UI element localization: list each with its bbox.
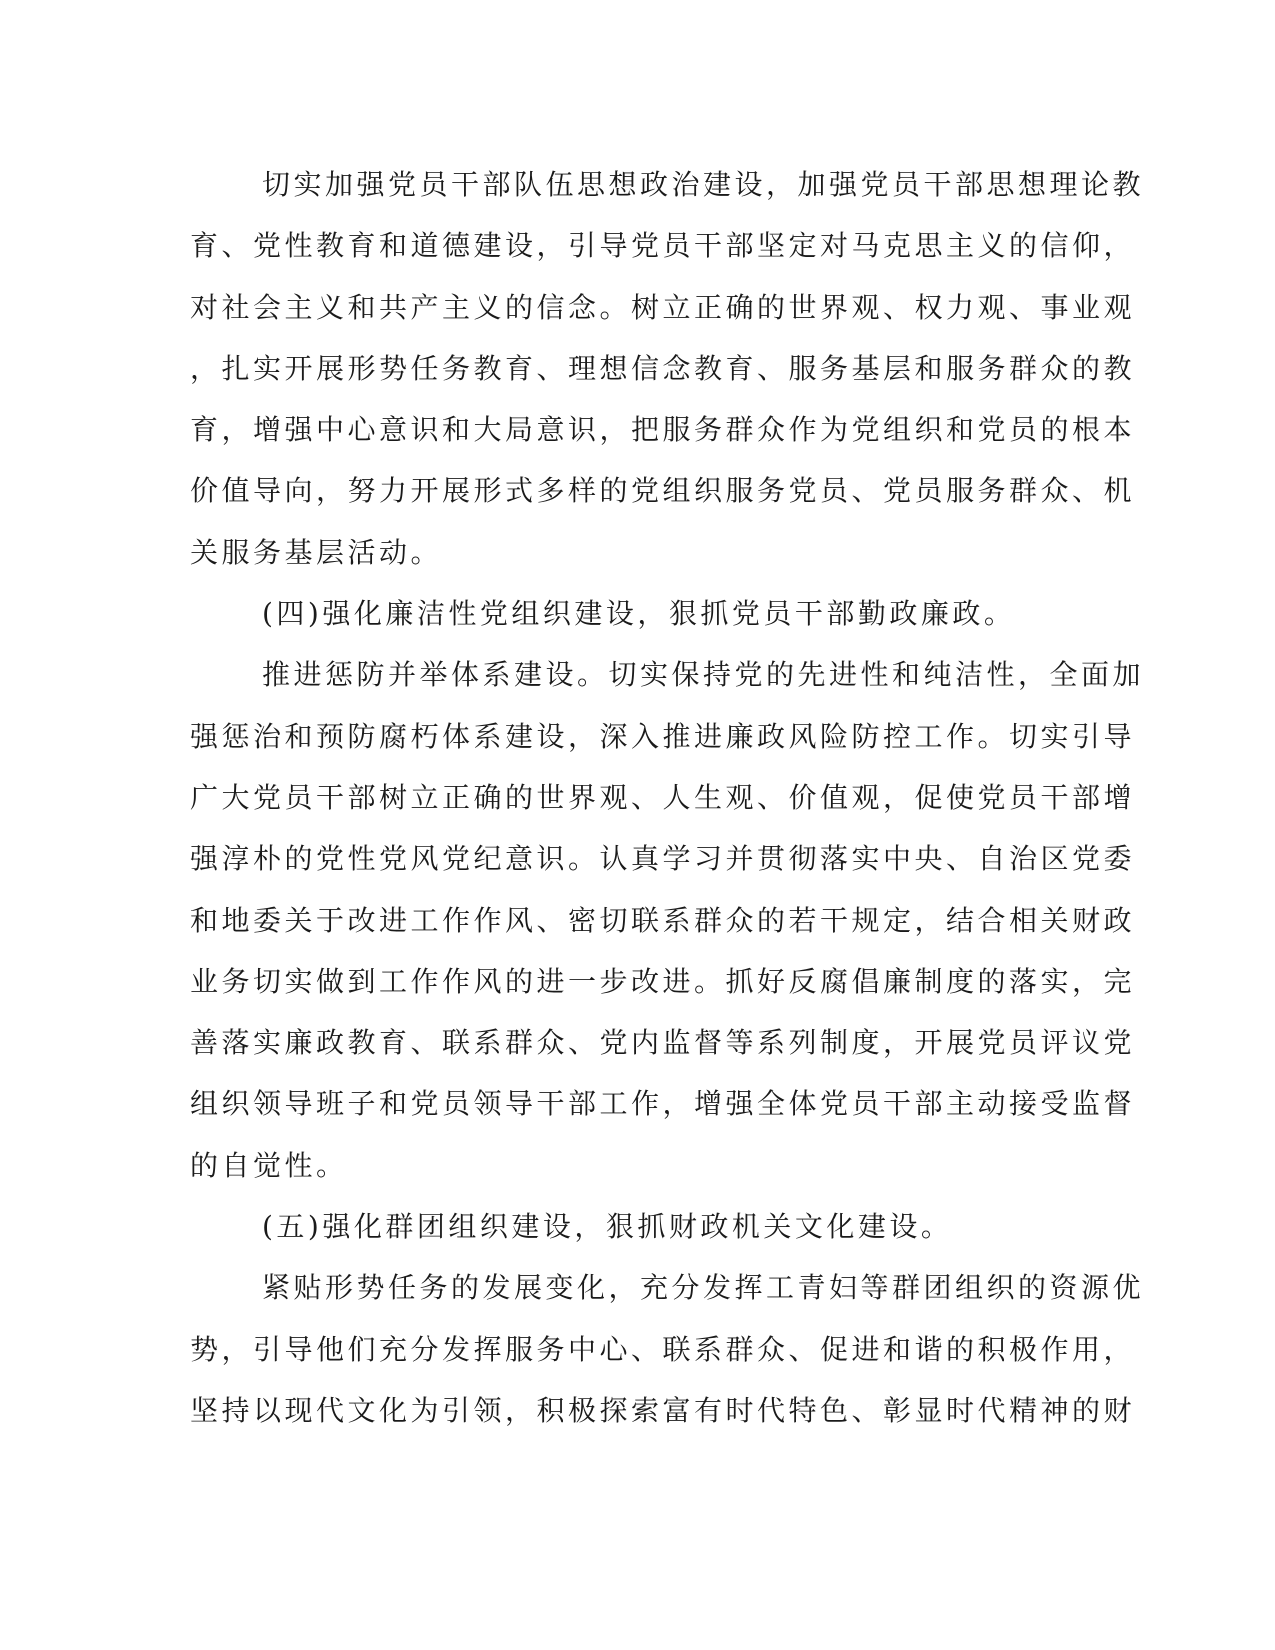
- paragraph-line: 价值导向，努力开展形式多样的党组织服务党员、党员服务群众、机: [190, 474, 1136, 508]
- paragraph-line: 关服务基层活动。: [190, 535, 443, 569]
- body-text: [190, 163, 1145, 1450]
- paragraph-line: 推进惩防并举体系建设。切实保持党的先进性和纯洁性，全面加: [262, 658, 1145, 692]
- paragraph-line: 业务切实做到工作作风的进一步改进。抓好反腐倡廉制度的落实，完: [190, 964, 1136, 998]
- paragraph-line: 切实加强党员干部队伍思想政治建设，加强党员干部思想理论教: [262, 168, 1145, 201]
- paragraph-line: 强淳朴的党性党风党纪意识。认真学习并贯彻落实中央、自治区党委: [190, 842, 1136, 876]
- paragraph-line: 强惩治和预防腐朽体系建设，深入推进廉政风险防控工作。切实引导: [190, 719, 1136, 753]
- paragraph-line: 坚持以现代文化为引领，积极探索富有时代特色、彰显时代精神的财: [190, 1393, 1136, 1427]
- paragraph-line: 广大党员干部树立正确的世界观、人生观、价值观，促使党员干部增: [190, 780, 1136, 814]
- paragraph-line: 育，增强中心意识和大局意识，把服务群众作为党组织和党员的根本: [190, 413, 1136, 447]
- paragraph-line: 对社会主义和共产主义的信念。树立正确的世界观、权力观、事业观: [190, 290, 1136, 324]
- paragraph-line: ，扎实开展形势任务教育、理想信念教育、服务基层和服务群众的教: [190, 351, 1136, 385]
- paragraph-line: 紧贴形势任务的发展变化，充分发挥工青妇等群团组织的资源优: [262, 1271, 1145, 1305]
- paragraph-line: 育、党性教育和道德建设，引导党员干部坚定对马克思主义的信仰，: [190, 229, 1136, 263]
- paragraph-line: 和地委关于改进工作作风、密切联系群众的若干规定，结合相关财政: [190, 903, 1136, 937]
- section-heading: (五)强化群团组织建设，狠抓财政机关文化建设。: [262, 1210, 953, 1244]
- paragraph-line: 善落实廉政教育、联系群众、党内监督等系列制度，开展党员评议党: [190, 1026, 1136, 1060]
- paragraph-line: 的自觉性。: [190, 1148, 348, 1182]
- paragraph-line: 组织领导班子和党员领导干部工作，增强全体党员干部主动接受监督: [190, 1087, 1136, 1121]
- section-heading: (四)强化廉洁性党组织建设，狠抓党员干部勤政廉政。: [262, 597, 1016, 631]
- paragraph-line: 势，引导他们充分发挥服务中心、联系群众、促进和谐的积极作用，: [190, 1332, 1136, 1366]
